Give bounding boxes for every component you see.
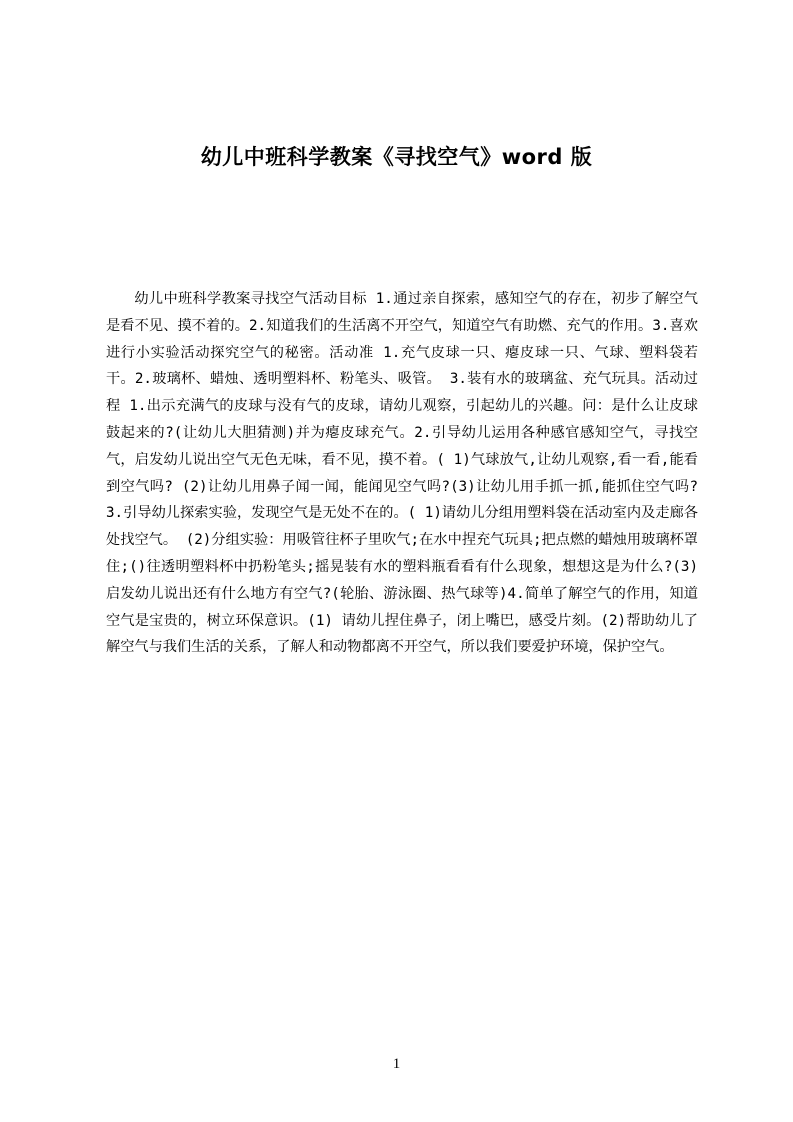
- body-paragraph: 幼儿中班科学教案寻找空气活动目标 1.通过亲自探索，感知空气的存在，初步了解空气是看不见、摸不着的。2.知道我们的生活离不开空气，知道空气有助燃、充气的作用。3.喜欢进行小实验活动探究空气的秘密。活动准 1.充气皮球一只、瘪皮球一只、气球、塑料袋若干。2.玻璃杯、蜡烛、透明塑料杯、粉笔头、吸管。 3.装有水的玻璃盆、充气玩具。活动过程 1.出示充满气的皮球与没有气的皮球，请幼儿观察，引起幼儿的兴趣。问：是什么让皮球鼓起来的?(让幼儿大胆猜测)并为瘪皮球充气。2.引导幼儿运用各种感官感知空气，寻找空气，启发幼儿说出空气无色无味，看不见，摸不着。( 1)气球放气,让幼儿观察,看一看,能看到空气吗? (2)让幼儿用鼻子闻一闻，能闻见空气吗?(3)让幼儿用手抓一抓,能抓住空气吗? 3.引导幼儿探索实验，发现空气是无处不在的。( 1)请幼儿分组用塑料袋在活动室内及走廊各处找空气。 (2)分组实验：用吸管往杯子里吹气;在水中捏充气玩具;把点燃的蜡烛用玻璃杯罩住;()往透明塑料杯中扔粉笔头;摇晃装有水的塑料瓶看看有什么现象，想想这是为什么?(3)启发幼儿说出还有什么地方有空气?(轮胎、游泳圈、热气球等)4.简单了解空气的作用，知道空气是宝贵的，树立环保意识。(1) 请幼儿捏住鼻子，闭上嘴巴，感受片刻。(2)帮助幼儿了解空气与我们生活的关系，了解人和动物都离不开空气，所以我们要爱护环境，保护空气。: [106, 291, 698, 656]
- page-number: 1: [392, 1056, 401, 1072]
- body-container: [106, 286, 698, 661]
- document-title: 幼儿中班科学教案《寻找空气》word 版: [200, 145, 593, 169]
